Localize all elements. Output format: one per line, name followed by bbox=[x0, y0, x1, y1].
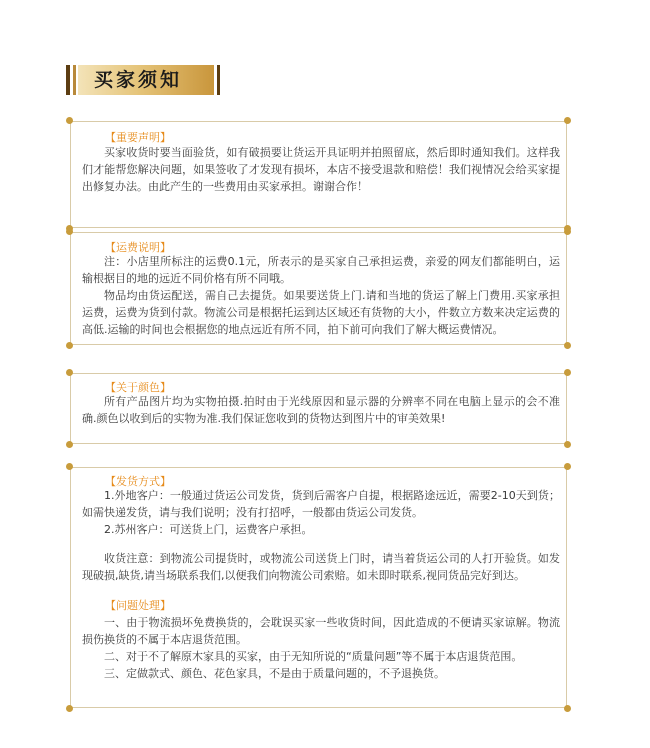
corner-dot bbox=[66, 228, 73, 235]
corner-dot bbox=[564, 117, 571, 124]
corner-dot bbox=[564, 705, 571, 712]
corner-dot bbox=[66, 463, 73, 470]
section-heading: 【运费说明】 bbox=[105, 241, 171, 254]
box-border-top bbox=[70, 121, 567, 122]
section-paragraph: 2.苏州客户：可送货上门，运费客户承担。 bbox=[104, 523, 313, 536]
box-border-right bbox=[566, 373, 567, 444]
box-border-bottom bbox=[70, 707, 567, 708]
notice-box-delivery bbox=[70, 467, 567, 708]
section-paragraph: 二、对于不了解原木家具的买家，由于无知所说的“质量问题”等不属于本店退货范围。 bbox=[104, 650, 523, 663]
box-border-right bbox=[566, 467, 567, 708]
section-paragraph: 收货注意：到物流公司提货时，或物流公司送货上门时，请当着货运公司的人打开验货。如发现破损,缺货,请当场联系我们,以便我们向物流公司索赔。如未即时联系,视同货品完好到达。 bbox=[82, 552, 560, 582]
box-border-left bbox=[70, 232, 71, 345]
title-accent-bar bbox=[66, 65, 70, 95]
section-paragraph: 物品均由货运配送，需自己去提货。如果要送货上门.请和当地的货运了解上门费用.买家承担运费，运费为货到付款。物流公司是根据托运到达区域还有货物的大小，件数立方数来决定运费的高低.运输的时间也会根据您的地点远近有所不同，拍下前可向我们了解大概运费情况。 bbox=[82, 289, 560, 336]
box-border-top bbox=[70, 373, 567, 374]
title-accent-bar bbox=[73, 65, 76, 95]
notice-box-shipping-fee bbox=[70, 232, 567, 345]
box-border-top bbox=[70, 232, 567, 233]
page-title: 买家须知 bbox=[94, 69, 183, 91]
box-border-left bbox=[70, 373, 71, 444]
section-heading: 【发货方式】 bbox=[105, 475, 171, 488]
notice-box-important bbox=[70, 121, 567, 228]
section-paragraph: 三、定做款式、颜色、花色家具，不是由于质量问题的，不予退换货。 bbox=[104, 667, 445, 680]
section-subheading: 【问题处理】 bbox=[105, 599, 171, 612]
corner-dot bbox=[66, 441, 73, 448]
section-paragraph: 1.外地客户：一般通过货运公司发货，货到后需客户自提，根据路途远近，需要2-10天到货；如需快递发货，请与我们说明；没有打招呼，一般都由货运公司发货。 bbox=[82, 489, 560, 519]
box-border-bottom bbox=[70, 443, 567, 444]
corner-dot bbox=[66, 369, 73, 376]
section-paragraph: 一、由于物流损坏免费换货的，会耽误买家一些收货时间，因此造成的不便请买家谅解。物流损伤换货的不属于本店退货范围。 bbox=[82, 616, 560, 646]
corner-dot bbox=[564, 441, 571, 448]
corner-dot bbox=[66, 117, 73, 124]
section-paragraph: 买家收货时要当面验货，如有破损要让货运开具证明并拍照留底，然后即时通知我们。这样我们才能帮您解决问题，如果签收了才发现有损坏，本店不接受退款和赔偿！我们视情况会给买家提出修复办法。由此产生的一些费用由买家承担。谢谢合作！ bbox=[82, 146, 560, 193]
title-accent-bar bbox=[217, 65, 220, 95]
corner-dot bbox=[66, 705, 73, 712]
box-border-left bbox=[70, 121, 71, 228]
corner-dot bbox=[564, 463, 571, 470]
box-border-top bbox=[70, 467, 567, 468]
section-paragraph: 所有产品图片均为实物拍摄.拍时由于光线原因和显示器的分辨率不同在电脑上显示的会不准确.颜色以收到后的实物为准.我们保证您收到的货物达到图片中的审美效果! bbox=[82, 395, 560, 425]
box-border-right bbox=[566, 232, 567, 345]
box-border-bottom bbox=[70, 227, 567, 228]
notice-box-color bbox=[70, 373, 567, 444]
corner-dot bbox=[564, 228, 571, 235]
box-border-right bbox=[566, 121, 567, 228]
section-heading: 【重要声明】 bbox=[105, 131, 171, 144]
section-heading: 【关于颜色】 bbox=[105, 381, 171, 394]
section-paragraph: 注：小店里所标注的运费0.1元，所表示的是买家自己承担运费，亲爱的网友们都能明白，运输根据目的地的远近不同价格有所不同哦。 bbox=[82, 255, 560, 285]
box-border-bottom bbox=[70, 344, 567, 345]
corner-dot bbox=[564, 369, 571, 376]
box-border-left bbox=[70, 467, 71, 708]
page-title-banner bbox=[66, 65, 214, 95]
corner-dot bbox=[66, 342, 73, 349]
corner-dot bbox=[564, 342, 571, 349]
